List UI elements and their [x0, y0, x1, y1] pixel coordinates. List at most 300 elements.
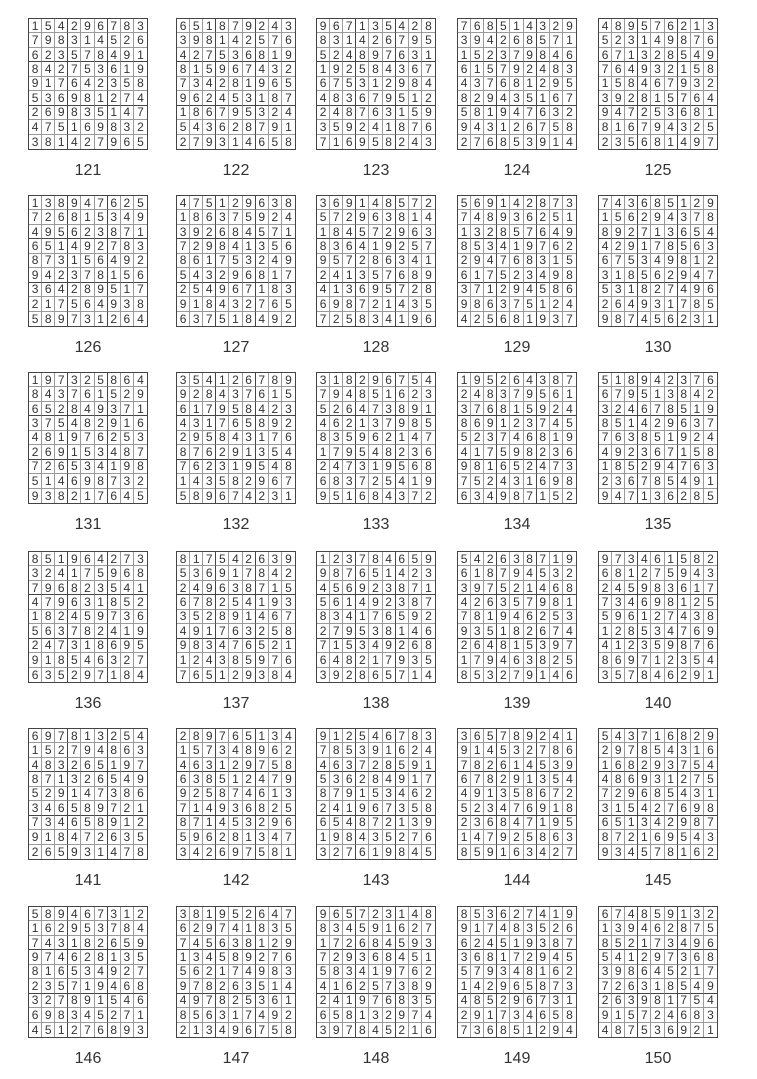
sudoku-cell: 1: [707, 1022, 714, 1037]
sudoku-cell: 9: [108, 965, 121, 979]
sudoku-cell: 5: [599, 283, 612, 297]
sudoku-cell: 7: [458, 758, 471, 772]
sudoku-grid: [316, 372, 436, 504]
sudoku-cell: 8: [256, 566, 269, 580]
sudoku-cell: 4: [524, 1008, 537, 1022]
sudoku-cell: 9: [704, 196, 717, 210]
sudoku-cell: 4: [665, 743, 678, 757]
sudoku-cell: 4: [625, 595, 638, 609]
sudoku-cell: 1: [229, 566, 242, 580]
sudoku-cell: 4: [651, 254, 664, 268]
puzzle-number: 129: [503, 339, 531, 356]
sudoku-cell: 5: [177, 120, 190, 134]
sudoku-cell: 3: [537, 936, 550, 950]
sudoku-cell: 4: [229, 552, 242, 566]
sudoku-cell: 6: [269, 297, 282, 311]
sudoku-cell: 5: [497, 19, 510, 33]
sudoku-cell: 5: [704, 120, 717, 134]
sudoku-cell: 6: [651, 77, 664, 91]
sudoku-cell: 5: [330, 1008, 343, 1022]
sudoku-grid: [457, 906, 577, 1038]
sudoku-cell: 4: [177, 196, 190, 210]
sudoku-cell: 4: [29, 225, 42, 239]
sudoku-cell: 8: [550, 283, 563, 297]
sudoku-cell: 5: [524, 91, 537, 105]
sudoku-cell: 9: [29, 489, 42, 503]
sudoku-cell: 1: [369, 965, 382, 979]
sudoku-cell: 6: [537, 624, 550, 638]
sudoku-cell: 7: [243, 387, 256, 401]
sudoku-cell: 6: [563, 445, 576, 459]
sudoku-cell: 1: [599, 921, 612, 935]
sudoku-cell: 5: [537, 283, 550, 297]
sudoku-cell: 1: [422, 402, 435, 416]
sudoku-cell: 4: [383, 936, 396, 950]
sudoku-cell: 4: [95, 297, 108, 311]
sudoku-grid: [176, 195, 296, 327]
sudoku-cell: 2: [229, 120, 242, 134]
sudoku-cell: 3: [203, 1023, 216, 1037]
sudoku-cell: 2: [638, 566, 651, 580]
sudoku-cell: 5: [369, 566, 382, 580]
sudoku-cell: 6: [704, 639, 717, 653]
sudoku-cell: 8: [638, 283, 651, 297]
sudoku-cell: 9: [330, 62, 343, 76]
sudoku-cell: 7: [484, 581, 497, 595]
sudoku-cell: 1: [383, 743, 396, 757]
puzzle-number: 137: [222, 695, 250, 712]
sudoku-cell: 4: [216, 639, 229, 653]
sudoku-cell: 6: [497, 312, 510, 326]
sudoku-cell: 3: [256, 445, 269, 459]
sudoku-cell: 6: [256, 552, 269, 566]
sudoku-cell: 3: [177, 845, 190, 859]
sudoku-cell: 1: [256, 936, 269, 950]
sudoku-cell: 3: [229, 48, 242, 62]
sudoku-cell: 7: [665, 610, 678, 624]
sudoku-cell: 7: [369, 402, 382, 416]
sudoku-cell: 8: [243, 120, 256, 134]
sudoku-cell: 1: [68, 120, 81, 134]
sudoku-puzzle: [316, 18, 436, 179]
sudoku-cell: 1: [665, 431, 678, 445]
sudoku-cell: 3: [422, 566, 435, 580]
sudoku-cell: 6: [471, 950, 484, 964]
sudoku-cell: 9: [134, 624, 147, 638]
sudoku-cell: 7: [177, 668, 190, 682]
sudoku-cell: 6: [396, 387, 409, 401]
sudoku-cell: 9: [678, 816, 691, 830]
sudoku-cell: 6: [177, 402, 190, 416]
sudoku-cell: 3: [369, 19, 382, 33]
sudoku-cell: 5: [216, 772, 229, 786]
sudoku-cell: 7: [190, 445, 203, 459]
sudoku-cell: 3: [203, 268, 216, 282]
sudoku-cell: 1: [691, 254, 704, 268]
sudoku-cell: 6: [369, 950, 382, 964]
sudoku-cell: 5: [256, 33, 269, 47]
sudoku-cell: 8: [256, 921, 269, 935]
sudoku-cell: 1: [665, 994, 678, 1008]
sudoku-cell: 2: [121, 965, 134, 979]
sudoku-cell: 1: [651, 387, 664, 401]
sudoku-cell: 4: [134, 91, 147, 105]
sudoku-cell: 8: [229, 474, 242, 488]
sudoku-cell: 9: [256, 474, 269, 488]
sudoku-cell: 2: [369, 758, 382, 772]
sudoku-cell: 8: [471, 460, 484, 474]
sudoku-cell: 8: [282, 758, 295, 772]
sudoku-cell: 3: [383, 787, 396, 801]
sudoku-cell: 5: [409, 239, 422, 253]
sudoku-cell: 4: [691, 387, 704, 401]
sudoku-cell: 2: [68, 1023, 81, 1037]
sudoku-cell: 8: [68, 402, 81, 416]
sudoku-cell: 2: [471, 431, 484, 445]
sudoku-cell: 5: [68, 460, 81, 474]
sudoku-cell: 4: [137, 311, 144, 326]
sudoku-cell: 4: [510, 196, 523, 210]
sudoku-cell: 2: [612, 239, 625, 253]
sudoku-cell: 3: [383, 581, 396, 595]
sudoku-cell: 4: [29, 595, 42, 609]
sudoku-cell: 8: [383, 445, 396, 459]
sudoku-cell: 7: [707, 134, 714, 149]
sudoku-cell: 9: [612, 91, 625, 105]
sudoku-cell: 2: [81, 135, 94, 149]
sudoku-cell: 4: [524, 758, 537, 772]
sudoku-cell: 2: [203, 91, 216, 105]
sudoku-cell: 4: [317, 758, 330, 772]
sudoku-cell: 8: [537, 653, 550, 667]
sudoku-cell: 7: [29, 33, 42, 47]
sudoku-cell: 8: [484, 210, 497, 224]
sudoku-cell: 3: [229, 581, 242, 595]
sudoku-cell: 4: [599, 772, 612, 786]
sudoku-cell: 5: [269, 445, 282, 459]
sudoku-cell: 8: [484, 950, 497, 964]
sudoku-cell: 3: [330, 431, 343, 445]
sudoku-cell: 9: [42, 1008, 55, 1022]
sudoku-cell: 7: [229, 210, 242, 224]
sudoku-cell: 2: [55, 921, 68, 935]
sudoku-cell: 6: [190, 254, 203, 268]
sudoku-cell: 2: [550, 921, 563, 935]
sudoku-cell: 9: [190, 33, 203, 47]
sudoku-cell: 8: [471, 994, 484, 1008]
sudoku-cell: 5: [177, 566, 190, 580]
sudoku-cell: 9: [269, 1008, 282, 1022]
sudoku-cell: 1: [203, 624, 216, 638]
sudoku-cell: 9: [343, 196, 356, 210]
sudoku-cell: 5: [256, 460, 269, 474]
sudoku-cell: 4: [638, 921, 651, 935]
sudoku-cell: 1: [563, 994, 576, 1008]
sudoku-cell: 2: [383, 816, 396, 830]
sudoku-cell: 4: [203, 77, 216, 91]
sudoku-cell: 2: [497, 373, 510, 387]
sudoku-grid: [316, 906, 436, 1038]
sudoku-cell: 8: [484, 772, 497, 786]
sudoku-cell: 1: [651, 979, 664, 993]
sudoku-cell: 9: [269, 416, 282, 430]
sudoku-cell: 3: [282, 787, 295, 801]
sudoku-cell: 5: [383, 474, 396, 488]
sudoku-cell: 1: [678, 595, 691, 609]
sudoku-cell: 5: [216, 48, 229, 62]
sudoku-cell: 6: [422, 120, 435, 134]
sudoku-cell: 1: [55, 135, 68, 149]
sudoku-cell: 1: [134, 581, 147, 595]
sudoku-cell: 1: [256, 91, 269, 105]
sudoku-cell: 3: [484, 239, 497, 253]
sudoku-cell: 9: [177, 297, 190, 311]
sudoku-cell: 8: [458, 845, 471, 859]
sudoku-puzzle: [176, 18, 296, 179]
sudoku-cell: 5: [599, 373, 612, 387]
sudoku-grid: [598, 18, 718, 150]
sudoku-cell: 7: [665, 283, 678, 297]
sudoku-cell: 2: [42, 787, 55, 801]
sudoku-cell: 3: [190, 566, 203, 580]
sudoku-cell: 3: [29, 283, 42, 297]
sudoku-cell: 7: [243, 62, 256, 76]
sudoku-cell: 1: [612, 268, 625, 282]
sudoku-cell: 9: [563, 225, 576, 239]
sudoku-cell: 5: [256, 639, 269, 653]
sudoku-cell: 6: [651, 445, 664, 459]
sudoku-cell: 2: [216, 595, 229, 609]
sudoku-cell: 1: [203, 19, 216, 33]
sudoku-cell: 5: [203, 668, 216, 682]
sudoku-puzzle: [176, 906, 296, 1067]
sudoku-cell: 5: [134, 639, 147, 653]
sudoku-cell: 7: [484, 77, 497, 91]
sudoku-cell: 2: [269, 639, 282, 653]
sudoku-cell: 6: [68, 950, 81, 964]
sudoku-cell: 8: [343, 106, 356, 120]
sudoku-cell: 4: [704, 653, 717, 667]
sudoku-cell: 3: [317, 1023, 330, 1037]
sudoku-cell: 3: [524, 653, 537, 667]
sudoku-cell: 3: [550, 758, 563, 772]
sudoku-cell: 1: [537, 489, 550, 503]
sudoku-cell: 8: [369, 62, 382, 76]
sudoku-cell: 1: [383, 921, 396, 935]
sudoku-cell: 3: [678, 120, 691, 134]
sudoku-cell: 2: [704, 77, 717, 91]
sudoku-cell: 9: [369, 373, 382, 387]
sudoku-cell: 2: [612, 624, 625, 638]
sudoku-cell: 9: [484, 965, 497, 979]
sudoku-cell: 8: [704, 950, 717, 964]
sudoku-cell: 5: [704, 297, 717, 311]
sudoku-cell: 3: [243, 91, 256, 105]
sudoku-cell: 3: [422, 387, 435, 401]
sudoku-cell: 4: [256, 1008, 269, 1022]
sudoku-cell: 3: [356, 950, 369, 964]
sudoku-cell: 6: [356, 489, 369, 503]
sudoku-cell: 7: [691, 373, 704, 387]
sudoku-cell: 3: [691, 907, 704, 921]
sudoku-cell: 4: [510, 610, 523, 624]
sudoku-puzzle: [457, 906, 577, 1067]
sudoku-cell: 7: [356, 907, 369, 921]
sudoku-cell: 9: [190, 225, 203, 239]
sudoku-cell: 7: [343, 254, 356, 268]
sudoku-cell: 3: [612, 135, 625, 149]
sudoku-cell: 5: [550, 772, 563, 786]
sudoku-cell: 9: [256, 743, 269, 757]
sudoku-cell: 7: [524, 816, 537, 830]
sudoku-cell: 8: [108, 743, 121, 757]
sudoku-cell: 4: [256, 402, 269, 416]
sudoku-cell: 6: [343, 239, 356, 253]
sudoku-cell: 6: [524, 431, 537, 445]
sudoku-cell: 2: [81, 373, 94, 387]
sudoku-cell: 6: [269, 994, 282, 1008]
sudoku-cell: 2: [409, 283, 422, 297]
sudoku-cell: 8: [369, 552, 382, 566]
sudoku-cell: 5: [216, 950, 229, 964]
puzzle-number: 139: [503, 695, 531, 712]
sudoku-cell: 8: [29, 965, 42, 979]
sudoku-cell: 7: [256, 1023, 269, 1037]
sudoku-cell: 9: [108, 566, 121, 580]
sudoku-cell: 7: [691, 639, 704, 653]
sudoku-cell: 2: [497, 994, 510, 1008]
sudoku-cell: 9: [497, 489, 510, 503]
sudoku-cell: 4: [497, 474, 510, 488]
sudoku-cell: 9: [678, 1023, 691, 1037]
sudoku-cell: 8: [190, 489, 203, 503]
sudoku-cell: 3: [524, 845, 537, 859]
sudoku-cell: 5: [563, 816, 576, 830]
sudoku-cell: 6: [356, 845, 369, 859]
sudoku-cell: 1: [55, 431, 68, 445]
sudoku-cell: 1: [269, 979, 282, 993]
sudoku-cell: 6: [599, 254, 612, 268]
sudoku-cell: 5: [330, 120, 343, 134]
sudoku-cell: 8: [356, 48, 369, 62]
sudoku-cell: 2: [256, 19, 269, 33]
sudoku-cell: 8: [537, 48, 550, 62]
sudoku-grid: [598, 728, 718, 860]
sudoku-cell: 7: [524, 907, 537, 921]
sudoku-cell: 7: [537, 994, 550, 1008]
sudoku-cell: 8: [537, 979, 550, 993]
sudoku-cell: 4: [282, 979, 295, 993]
sudoku-cell: 5: [243, 729, 256, 743]
sudoku-cell: 1: [612, 639, 625, 653]
sudoku-cell: 5: [458, 965, 471, 979]
sudoku-cell: 6: [691, 950, 704, 964]
sudoku-cell: 8: [216, 239, 229, 253]
sudoku-cell: 8: [471, 610, 484, 624]
sudoku-cell: 3: [243, 624, 256, 638]
sudoku-cell: 4: [484, 639, 497, 653]
sudoku-cell: 7: [81, 566, 94, 580]
sudoku-cell: 7: [203, 743, 216, 757]
sudoku-cell: 7: [216, 729, 229, 743]
sudoku-cell: 3: [29, 994, 42, 1008]
sudoku-cell: 8: [330, 225, 343, 239]
sudoku-cell: 5: [282, 801, 295, 815]
sudoku-cell: 2: [95, 77, 108, 91]
sudoku-cell: 7: [108, 610, 121, 624]
sudoku-cell: 9: [216, 402, 229, 416]
sudoku-cell: 4: [269, 830, 282, 844]
sudoku-cell: 6: [229, 729, 242, 743]
sudoku-cell: 9: [550, 639, 563, 653]
sudoku-cell: 9: [484, 845, 497, 859]
sudoku-cell: 3: [343, 474, 356, 488]
sudoku-cell: 3: [665, 936, 678, 950]
sudoku-cell: 8: [691, 297, 704, 311]
sudoku-cell: 9: [330, 297, 343, 311]
sudoku-cell: 2: [95, 830, 108, 844]
sudoku-cell: 1: [95, 994, 108, 1008]
sudoku-cell: 4: [409, 624, 422, 638]
sudoku-cell: 2: [190, 239, 203, 253]
sudoku-cell: 3: [638, 979, 651, 993]
sudoku-cell: 1: [524, 1023, 537, 1037]
sudoku-cell: 1: [625, 816, 638, 830]
sudoku-cell: 2: [369, 907, 382, 921]
sudoku-cell: 6: [229, 979, 242, 993]
sudoku-cell: 7: [203, 552, 216, 566]
sudoku-cell: 1: [190, 552, 203, 566]
sudoku-cell: 9: [651, 595, 664, 609]
sudoku-cell: 6: [81, 297, 94, 311]
sudoku-cell: 8: [55, 1008, 68, 1022]
sudoku-cell: 7: [95, 668, 108, 682]
sudoku-cell: 5: [510, 1023, 523, 1037]
sudoku-cell: 9: [330, 1023, 343, 1037]
sudoku-cell: 6: [229, 624, 242, 638]
sudoku-cell: 2: [203, 460, 216, 474]
sudoku-cell: 8: [665, 48, 678, 62]
sudoku-cell: 1: [356, 416, 369, 430]
sudoku-cell: 6: [269, 610, 282, 624]
sudoku-cell: 9: [356, 431, 369, 445]
sudoku-cell: 4: [317, 581, 330, 595]
sudoku-cell: 4: [216, 91, 229, 105]
sudoku-cell: 3: [422, 729, 435, 743]
sudoku-cell: 5: [190, 1008, 203, 1022]
sudoku-cell: 7: [282, 830, 295, 844]
sudoku-cell: 2: [563, 566, 576, 580]
sudoku-cell: 1: [282, 639, 295, 653]
sudoku-cell: 5: [537, 758, 550, 772]
sudoku-cell: 1: [369, 653, 382, 667]
sudoku-cell: 5: [524, 979, 537, 993]
sudoku-cell: 8: [409, 979, 422, 993]
sudoku-cell: 7: [81, 268, 94, 282]
sudoku-cell: 6: [484, 135, 497, 149]
sudoku-cell: 8: [550, 743, 563, 757]
sudoku-cell: 8: [665, 845, 678, 859]
sudoku-cell: 8: [458, 91, 471, 105]
sudoku-cell: 3: [638, 816, 651, 830]
sudoku-cell: 6: [409, 62, 422, 76]
sudoku-cell: 6: [330, 19, 343, 33]
sudoku-cell: 8: [356, 816, 369, 830]
sudoku-cell: 5: [177, 830, 190, 844]
sudoku-cell: 7: [134, 445, 147, 459]
sudoku-cell: 7: [317, 743, 330, 757]
sudoku-cell: 4: [458, 994, 471, 1008]
